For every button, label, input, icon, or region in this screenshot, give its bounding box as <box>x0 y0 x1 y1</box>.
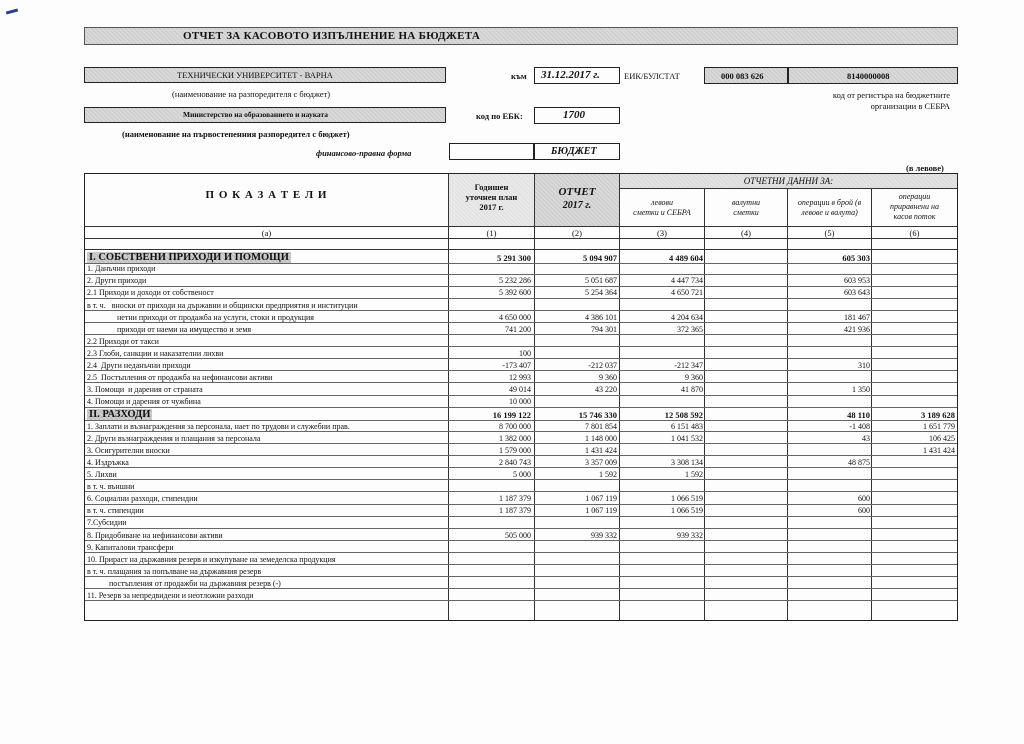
value-cell-1: 1 187 379 <box>499 494 531 504</box>
value-cell-5: 605 303 <box>842 253 870 263</box>
value-cell-2: 939 332 <box>591 530 617 540</box>
value-cell-1: 5 291 300 <box>497 253 531 263</box>
value-cell-1: 1 382 000 <box>499 433 531 443</box>
idx-6: (6) <box>909 228 920 238</box>
plan-header: Годишен уточнен план 2017 г. <box>465 182 518 212</box>
value-cell-3: 1 041 532 <box>671 433 703 443</box>
entity-name-box <box>84 67 446 83</box>
title-bar <box>84 27 958 45</box>
report-date: 31.12.2017 г. <box>541 69 600 81</box>
table-row <box>85 543 957 553</box>
value-cell-3: 41 870 <box>681 385 703 395</box>
table-row <box>85 301 957 311</box>
value-cell-3: 4 650 721 <box>671 288 703 298</box>
table-row <box>85 506 957 516</box>
value-cell-1: 12 993 <box>509 373 531 383</box>
value-cell-2: 1 067 119 <box>585 494 617 504</box>
value-cell-3: 4 489 604 <box>669 253 703 263</box>
value-cell-3: 939 332 <box>677 530 703 540</box>
value-cell-2: 3 357 009 <box>585 457 617 467</box>
sub-header-v-broy: операции в брой (в левове и валута) <box>797 198 862 217</box>
eik-box <box>704 67 788 84</box>
row-label: 2.3 Глоби, санкции и наказателни лихви <box>87 348 224 358</box>
value-cell-1: 5 000 <box>513 470 531 479</box>
value-cell-3: 1 592 <box>685 470 703 479</box>
row-label: 9. Капиталови трансфери <box>87 542 174 552</box>
value-cell-2: -212 037 <box>588 361 617 370</box>
value-cell-3: 12 508 592 <box>664 410 703 421</box>
row-label: 4. Помощи и дарения от чужбина <box>87 397 201 407</box>
table-row <box>85 325 957 335</box>
value-cell-3: 4 204 634 <box>671 312 703 322</box>
table-row <box>85 531 957 541</box>
section-label: II. РАЗХОДИ <box>89 409 151 421</box>
value-cell-5: 603 643 <box>844 288 870 298</box>
sebra-code: 8140000008 <box>847 71 890 81</box>
row-label: в т. ч. плащания за попълване на държавния резерв <box>87 566 262 576</box>
row-label: 2.2 Приходи от такси <box>87 336 159 346</box>
ebk-value: 1700 <box>563 109 585 121</box>
row-label: 2.4 Други неданъчни приходи <box>87 361 191 370</box>
table-row <box>85 482 957 492</box>
row-label: 2. Други приходи <box>87 276 147 286</box>
value-cell-5: 603 953 <box>844 276 870 286</box>
value-cell-1: 505 000 <box>505 530 531 540</box>
group-header: ОТЧЕТНИ ДАННИ ЗА: <box>743 176 834 186</box>
value-cell-1: 49 014 <box>509 385 531 395</box>
table-row <box>85 591 957 601</box>
value-cell-6: 106 425 <box>929 433 955 443</box>
row-label: 10. Прираст на държавния резерв и изкупуване на земеделска продукция <box>87 554 336 564</box>
idx-2: (2) <box>572 228 582 238</box>
value-cell-1: 1 579 000 <box>499 445 531 455</box>
value-cell-2: 5 094 907 <box>583 253 617 263</box>
value-cell-1: -173 407 <box>502 361 531 370</box>
value-cell-2: 15 746 330 <box>578 410 617 421</box>
legal-form-value: БЮДЖЕТ <box>551 146 597 157</box>
sebra-caption-2: организации в СЕБРА <box>870 101 950 111</box>
table-row <box>85 518 957 528</box>
value-cell-5: 1 350 <box>852 385 870 395</box>
value-cell-5: -1 408 <box>849 421 870 431</box>
to-label: към <box>511 71 527 81</box>
table-row <box>85 446 957 456</box>
value-cell-1: 10 000 <box>509 397 531 407</box>
value-cell-3: 6 151 483 <box>671 421 703 431</box>
value-cell-6: 1 651 779 <box>923 421 955 431</box>
eik-value: 000 083 626 <box>721 71 764 81</box>
value-cell-5: 181 467 <box>844 312 870 322</box>
table-row <box>85 555 957 565</box>
sebra-caption-1: код от регистъра на бюджетните <box>832 90 950 100</box>
value-cell-1: 4 650 000 <box>499 312 531 322</box>
value-cell-3: 1 066 519 <box>671 506 703 516</box>
table-row <box>85 422 957 432</box>
value-cell-5: 48 110 <box>847 410 870 421</box>
row-label: 1. Данъчни приходи <box>87 264 156 274</box>
table-row <box>85 567 957 577</box>
table-row <box>85 385 957 395</box>
ministry-box <box>84 107 446 123</box>
row-label <box>87 252 447 264</box>
value-cell-5: 600 <box>858 506 870 516</box>
value-cell-5: 43 <box>862 433 870 443</box>
value-cell-2: 5 051 687 <box>585 276 617 286</box>
row-label: постъпления от продажби на държавния резерв (-) <box>87 578 281 588</box>
section-row <box>85 252 957 264</box>
legal-form-label: финансово-правна форма <box>316 148 412 158</box>
currency-note: (в левове) <box>906 163 944 173</box>
value-cell-2: 9 360 <box>599 373 617 383</box>
sub-header-valutni: валутни сметки <box>731 198 761 217</box>
table-row <box>85 264 957 274</box>
table-row <box>85 470 957 480</box>
row-label: нетни приходи от продажба на услуги, стоки и продукция <box>87 312 314 322</box>
value-cell-1: 1 187 379 <box>499 506 531 516</box>
value-cell-1: 5 232 286 <box>499 276 531 286</box>
value-cell-1: 2 840 743 <box>499 457 531 467</box>
ministry-name: Министерство на образованието и науката <box>183 110 329 119</box>
legal-form-empty-box <box>449 143 534 160</box>
row-label: 2.1 Приходи и доходи от собственост <box>87 288 214 298</box>
value-cell-2: 1 431 424 <box>585 445 617 455</box>
date-box <box>534 67 620 84</box>
section-label: I. СОБСТВЕНИ ПРИХОДИ И ПОМОЩИ <box>89 252 289 263</box>
row-label: в т. ч. вноски от приходи на държавни и общински предприятия и институции <box>87 300 358 310</box>
value-cell-3: -212 347 <box>674 361 703 370</box>
row-label: 2.5 Постъпления от продажба на нефинансови активи <box>87 373 273 383</box>
legal-form-box <box>534 143 620 160</box>
value-cell-3: 3 308 134 <box>671 457 703 467</box>
row-label: 7.Субсидии <box>87 518 127 528</box>
sub-header-privavneni: операции приравнени на касов поток <box>890 192 939 221</box>
table-row <box>85 397 957 407</box>
value-cell-2: 7 801 854 <box>585 421 617 431</box>
row-label: 3. Осигурителни вноски <box>87 445 170 455</box>
table-row <box>85 494 957 504</box>
table-row <box>85 288 957 298</box>
table-row <box>85 337 957 347</box>
value-cell-2: 1 592 <box>599 470 617 479</box>
table-row <box>85 579 957 589</box>
sub-header-levovi: левови сметки и СЕБРА <box>633 198 691 217</box>
idx-a: (а) <box>261 228 272 238</box>
row-label: приходи от наеми на имущество и земя <box>87 324 252 334</box>
value-cell-2: 5 254 364 <box>585 288 617 298</box>
value-cell-2: 1 067 119 <box>585 506 617 516</box>
row-label: 8. Придобиване на нефинансови активи <box>87 530 223 540</box>
value-cell-5: 600 <box>858 494 870 504</box>
row-label: 3. Помощи и дарения от страната <box>87 385 203 395</box>
row-label: 2. Други възнаграждения и плащания за персонала <box>87 433 261 443</box>
row-label: 4. Издръжка <box>87 457 129 467</box>
ebk-box <box>534 107 620 124</box>
eik-label: ЕИК/БУЛСТАТ <box>624 71 680 81</box>
row-label: 11. Резерв за непредвидени и неотложни разходи <box>87 591 254 600</box>
ministry-caption: (наименование на първостепенния разпоредител с бюджет) <box>122 129 350 139</box>
table-row <box>85 349 957 359</box>
indicators-header: П О К А З А Т Е Л И <box>205 189 328 201</box>
value-cell-2: 43 220 <box>595 385 617 395</box>
value-cell-2: 4 386 101 <box>585 312 617 322</box>
idx-5: (5) <box>824 228 835 238</box>
value-cell-2: 1 148 000 <box>585 433 617 443</box>
row-label <box>87 409 447 421</box>
table-row <box>85 313 957 323</box>
value-cell-3: 4 447 734 <box>671 276 703 286</box>
scan-mark <box>6 8 18 14</box>
idx-3: (3) <box>657 228 667 238</box>
value-cell-1: 741 200 <box>505 324 531 334</box>
row-label: 6. Социални разходи, стипендии <box>87 494 198 504</box>
value-cell-2: 794 301 <box>591 324 617 334</box>
row-label: 1. Заплати и възнаграждения за персонала, нает по трудови и служебни прав. <box>87 421 350 431</box>
value-cell-1: 16 199 122 <box>492 410 531 421</box>
table-row <box>85 458 957 468</box>
value-cell-5: 421 936 <box>844 324 870 334</box>
row-label: в т. ч. стипендии <box>87 506 144 516</box>
row-label: 5. Лихви <box>87 470 117 479</box>
idx-4: (4) <box>741 228 751 238</box>
table-row <box>85 361 957 371</box>
value-cell-1: 5 392 600 <box>499 288 531 298</box>
report-header: ОТЧЕТ 2017 г. <box>558 186 596 211</box>
table-row <box>85 276 957 286</box>
value-cell-6: 3 189 628 <box>921 410 955 421</box>
value-cell-1: 8 700 000 <box>499 421 531 431</box>
entity-caption: (наименование на разпоредителя с бюджет) <box>172 89 331 99</box>
entity-name: ТЕХНИЧЕСКИ УНИВЕРСИТЕТ - ВАРНА <box>177 70 333 80</box>
table-row <box>85 373 957 383</box>
idx-1: (1) <box>486 228 497 238</box>
value-cell-6: 1 431 424 <box>923 445 955 455</box>
ebk-label: код по ЕБК: <box>476 111 523 121</box>
budget-table <box>84 173 958 621</box>
value-cell-5: 48 875 <box>848 457 870 467</box>
table-row <box>85 434 957 444</box>
row-label: в т. ч. външни <box>87 482 135 492</box>
value-cell-5: 310 <box>858 361 870 370</box>
page-title: ОТЧЕТ ЗА КАСОВОТО ИЗПЪЛНЕНИЕ НА БЮДЖЕТА <box>183 30 481 42</box>
sebra-box <box>788 67 958 84</box>
value-cell-3: 1 066 519 <box>671 494 703 504</box>
value-cell-1: 100 <box>519 348 531 358</box>
section-row <box>85 409 957 421</box>
value-cell-3: 372 365 <box>677 324 703 334</box>
value-cell-3: 9 360 <box>685 373 703 383</box>
